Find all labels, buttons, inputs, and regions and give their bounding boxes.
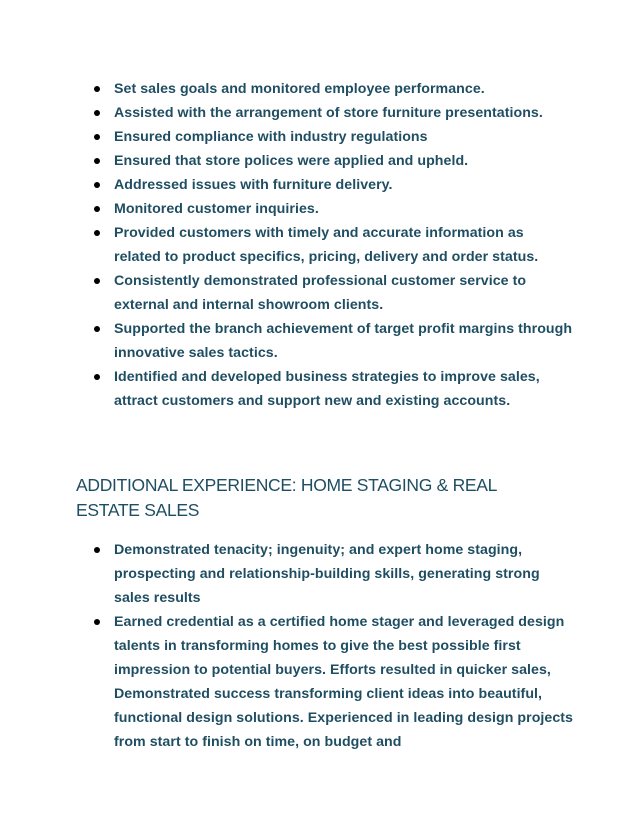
bullet-icon <box>94 374 100 380</box>
bullet-text: Ensured that store polices were applied and upheld. <box>114 153 469 169</box>
list-item <box>94 610 574 754</box>
bullet-text: Identified and developed business strategies to improve sales, attract customers and support new and existing accounts. <box>114 369 540 409</box>
list-item <box>94 365 574 413</box>
bullet-icon <box>94 134 100 140</box>
bullet-text: Monitored customer inquiries. <box>114 201 319 217</box>
bullet-text: Set sales goals and monitored employee performance. <box>114 81 485 97</box>
bullet-icon <box>94 110 100 116</box>
bullet-icon <box>94 158 100 164</box>
bullet-text: Provided customers with timely and accurate information as related to product specifics, pricing, delivery and order status. <box>114 225 539 265</box>
bullet-icon <box>94 230 100 236</box>
bullet-text: Demonstrated tenacity; ingenuity; and expert home staging, prospecting and relationship-building skills, generating strong sales results <box>114 542 540 606</box>
list-item <box>94 173 574 197</box>
list-item <box>94 77 574 101</box>
list-item <box>94 269 574 317</box>
bullet-text: Earned credential as a certified home stager and leveraged design talents in transforming homes to give the best possible first impression to potential buyers. Efforts resulted in quicker sales, Demonstrated success transforming client ideas into beautiful, functional design solutions. Experienced in leading design projects from start to finish on time, on budget and <box>114 614 573 750</box>
bullet-icon <box>94 326 100 332</box>
bullet-icon <box>94 86 100 92</box>
bullet-icon <box>94 547 100 553</box>
bullet-text: Ensured compliance with industry regulations <box>114 129 428 145</box>
section-heading: ADDITIONAL EXPERIENCE: HOME STAGING & REAL ESTATE SALES <box>76 475 497 520</box>
bullet-icon <box>94 206 100 212</box>
list-item <box>94 221 574 269</box>
bullet-icon <box>94 619 100 625</box>
bullet-text: Supported the branch achievement of target profit margins through innovative sales tactics. <box>114 321 573 361</box>
list-item <box>94 101 574 125</box>
additional-experience-bullet-list <box>94 538 574 754</box>
bullet-text: Addressed issues with furniture delivery. <box>114 177 393 193</box>
list-item <box>94 538 574 610</box>
list-item <box>94 197 574 221</box>
bullet-text: Consistently demonstrated professional customer service to external and internal showroom clients. <box>114 273 527 313</box>
list-item <box>94 149 574 173</box>
experience-bullet-list <box>94 77 574 413</box>
bullet-icon <box>94 182 100 188</box>
list-item <box>94 317 574 365</box>
bullet-icon <box>94 278 100 284</box>
list-item <box>94 125 574 149</box>
bullet-text: Assisted with the arrangement of store furniture presentations. <box>114 105 543 121</box>
